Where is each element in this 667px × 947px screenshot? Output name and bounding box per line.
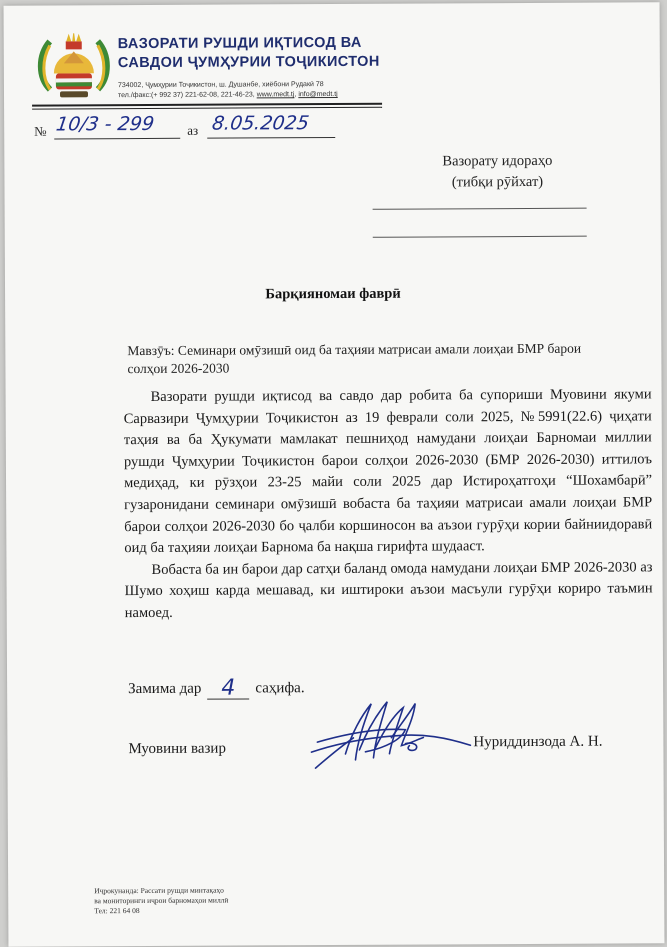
recipient-blank-line-1 — [373, 208, 587, 210]
email-link[interactable]: info@medt.tj — [298, 90, 338, 99]
reference-date-label: аз — [187, 122, 199, 138]
header-divider-thick — [32, 103, 382, 107]
signatory-position: Муовини вазир — [128, 740, 226, 758]
ministry-name — [118, 34, 380, 73]
reference-date-handwritten: 8.05.2025 — [210, 112, 311, 135]
reference-date-line — [207, 137, 335, 139]
contact-phones: тел./факс:(+ 992 37) 221-62-08, 221-46-23, — [117, 91, 255, 100]
signatory-name: Нуриддинзода А. Н. — [473, 733, 603, 751]
executor-info — [94, 886, 228, 917]
attachment-suffix: саҳифа. — [255, 680, 305, 697]
executor-line2: ва мониторинги иҷрои барномаҳои миллӣ — [94, 895, 229, 906]
document-page — [4, 2, 665, 946]
executor-line1: Иҷрокунанда: Расcати рушди минтақаҳо — [94, 885, 224, 896]
reference-number-line — [54, 138, 180, 140]
attachment-prefix: Замима дар — [128, 680, 202, 698]
reference-number-label: № — [34, 123, 47, 139]
state-emblem-icon — [36, 29, 112, 99]
attachment-page-count: 4 — [207, 678, 249, 699]
attachment-line — [128, 675, 305, 701]
recipient-blank-line-2 — [373, 236, 587, 238]
address-line2: тел./факс:(+ 992 37) 221-62-08, 221-46-23, www.medt.tj, info@medt.tj — [117, 90, 338, 100]
header-divider-thin — [32, 107, 382, 110]
ministry-address — [118, 80, 338, 101]
letter-body — [124, 384, 653, 624]
recipient-line1: Вазорату идораҳо — [442, 152, 553, 170]
website-link[interactable]: www.medt.tj — [256, 91, 295, 99]
address-line1: 734002, Ҷумҳурии Тоҷикистон, ш. Душанбе, хиёбони Рудакӣ 78 — [117, 81, 324, 90]
document-title: Барқияномаи фаврӣ — [265, 285, 401, 303]
recipient-block — [412, 151, 582, 194]
executor-phone: Тел: 221 64 08 — [94, 906, 140, 916]
recipient-line2: (тибқи рӯйхат) — [451, 173, 544, 191]
reference-number-handwritten: 10/3 - 299 — [54, 112, 156, 136]
body-paragraph-2: Вобаста ба ин барои дар сатҳи баланд омода намудани лоиҳаи БМР 2026-2030 аз Шумо хоҳиш карда мешавад, ки иштироки аъзои масъули гурӯҳи кориро таъмин намоед. — [124, 559, 653, 622]
handwritten-signature — [305, 693, 475, 776]
body-paragraph-1: Вазорати рушди иқтисод ва савдо дар робита ба супориши Муовини якуми Сарвазири Ҷумҳурии Тоҷикистон аз 19 феврали соли 2025, №5991(22.6) ҷиҳати таҳия ва ба Ҳукумати мамлакат пешниҳод намудани лоиҳаи Барномаи миллии рушди Ҷумҳурии Тоҷикистон барои солҳои 2026-2030 (БМР 2026-2030) иттилоъ медиҳад, ки рӯзҳои 23-25 майи соли 2025 дар Истироҳатгоҳи “Шохамбарӣ” гузаронидани семинари омӯзишӣ вобаста ба таҳияи матрисаи амали лоиҳаи БМР барои солҳои 2026-2030 бо ҷалби коршиносон ва аъзои гурӯҳи кории байниидоравӣ оид ба таҳияи лоиҳаи Барнома ба нақша гирифта шудааст. — [123, 386, 653, 557]
ministry-name-line2: САВДОИ ҶУМҲУРИИ ТОҶИКИСТОН — [117, 53, 380, 72]
ministry-name-line1: ВАЗОРАТИ РУШДИ ИҚТИСОД ВА — [117, 34, 362, 53]
subject-line: Мавзӯъ: Семинари омӯзишӣ оид ба таҳияи матрисаи амали лоиҳаи БМР барои солҳои 2026-2030 — [127, 340, 582, 377]
